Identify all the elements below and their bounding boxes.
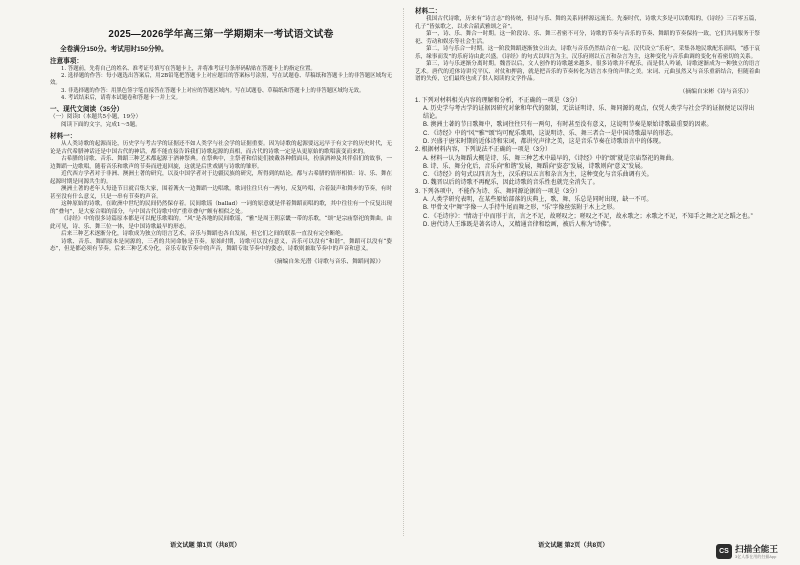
page-1-footer: 语文试题 第1页（共8页） — [170, 542, 241, 549]
question-3-option: B. 甲骨文中“舞”字像一人手持牛尾而舞之形，“乐”字像丝弦附于木上之形。 — [423, 205, 619, 212]
material-1-paragraph: 后来三种艺术逐渐分化，诗歌成为独立的语言艺术，音乐与舞蹈也各自发展，但它们之间的联系一直没有完全断绝。 — [61, 231, 347, 238]
notice-item: 1. 答题前，先将自己的姓名、准考证号填写在答题卡上，并将准考证号条形码粘贴在答题卡上的指定位置。 — [61, 66, 316, 72]
material-2-paragraph: 第三，诗与乐逐渐分离时期。魏晋以后，文人创作的诗歌越来越多，很多诗歌并不配乐，而是供人吟诵，诗歌逐渐成为一种独立的语言艺术。唐代的近体诗讲究平仄、对仗和押韵，就是把音乐的节奏转化为语言本身的声律之美。宋词、元曲虽然又与音乐重新结合，但随着曲谱的失传，它们最终也成了供人阅读的文学作品。 — [415, 61, 760, 82]
question-2-option: C. 《诗经》的句式以四言为主，汉乐府以五言和杂言为主，这种变化与音乐曲调有关。 — [423, 172, 653, 179]
material-2-heading: 材料二： — [415, 8, 442, 15]
notice-item: 4. 考试结束后，请将本试题卷和答题卡一并上交。 — [61, 94, 182, 101]
watermark-name: 扫描全能王 — [735, 544, 778, 554]
question-2-stem: 2. 根据材料内容，下列说法不正确的一项是（3分） — [415, 147, 552, 154]
question-1-option: C. 《诗经》中的“风”“雅”“颂”均可配乐歌唱，这说明诗、乐、舞三者合一是中国诗歌最早的形态。 — [423, 130, 677, 137]
watermark-tagline: 3亿人都在用的扫描App — [735, 554, 777, 559]
material-1-heading: 材料一： — [50, 133, 77, 141]
question-1-stem: 1. 下列对材料相关内容的理解和分析，不正确的一项是（3分） — [415, 97, 582, 104]
question-1-option: A. 历史学与考古学的证据因研究对象和年代的限制，无法证明诗、乐、舞同源的观点，仅凭人类学与社会学的证据便足以得出结论。 — [423, 105, 755, 121]
question-2-option: D. 魏晋以后的诗歌不再配乐，因此诗歌的音乐性也就完全消失了。 — [423, 180, 599, 187]
reading-instruction: 阅读下面的文字，完成1～5题。 — [61, 121, 141, 128]
material-1-paragraph: 古希腊的诗歌、音乐、舞蹈三种艺术都起源于酒神祭典。在祭典中，主祭者和信徒们披戴各种假面具，扮演酒神及其伴侣们的故事，一边舞蹈一边歌唱，随着音乐和歌声的节奏而进退回旋，这就是后世戏剧与诗歌的雏形。 — [50, 156, 392, 170]
question-1-option: D. 兴盛于唐宋时期的近体诗和宋词，都讲究声律之美，这是音乐节奏在诗歌语言中的体现。 — [423, 138, 665, 145]
score-line: 全卷满分150分。考试用时150分钟。 — [60, 46, 168, 53]
notice-item: 3. 非选择题的作答：用黑色签字笔直接答在答题卡上对应的答题区域内。写在试题卷、草稿纸和答题卡上的非答题区域均无效。 — [61, 87, 365, 94]
question-1-option: B. 澳洲土著的节日歌舞中，歌词往往只有一两句，有时甚至没有意义，这说明节奏是原始诗歌最重要的因素。 — [423, 122, 713, 129]
camscanner-icon: CS — [716, 544, 732, 559]
material-1-paragraph: 近代西方学者对于非洲、澳洲土著的研究，以及中国学者对于边疆民族的研究，所得到的结论，都与古希腊的情形相似：诗、乐、舞在起源时期是同源共生的。 — [50, 171, 392, 185]
material-1-source: （摘编自朱光潜《诗歌与音乐、舞蹈同源》） — [270, 258, 384, 265]
section-heading: 一、现代文阅读（35分） — [50, 106, 124, 114]
question-3-option: D. 唐代诗人王维既是著名诗人，又精通音律和绘画，被后人称为“诗佛”。 — [423, 221, 615, 228]
question-2-option: B. 诗、乐、舞分化后，音乐向“和谐”发展，舞蹈向“姿态”发展，诗歌则向“意义”发展。 — [423, 163, 647, 170]
question-3-option: C. 《毛诗序》：“情动于中而形于言，言之不足，故嗟叹之；嗟叹之不足，故永歌之；永歌之不足，不知手之舞之足之蹈之也。” — [423, 213, 753, 220]
question-3-stem: 3. 下列各项中，不能作为诗、乐、舞同源论据的一项是（3分） — [415, 188, 582, 195]
material-2-paragraph: 第二，诗与乐合一时期。这一阶段舞蹈逐渐独立出去，诗歌与音乐仍然结合在一起。汉代设立“乐府”，采集各地民歌配乐演唱，“感于哀乐，缘事而发”的乐府诗由此兴盛。《诗经》的句式以四言为主，汉乐府则以五言和杂言为主，这种变化与音乐曲调的变化有着密切的关系。 — [415, 46, 760, 60]
material-2-paragraph: 我国古代诗歌，历来有“诗言志”的传统，但诗与乐、舞的关系同样源远流长。先秦时代，诗歌大多是可以歌唱的，《诗经》三百零五篇，孔子“皆弦歌之，以求合韶武雅颂之音”。 — [415, 16, 760, 30]
material-1-paragraph: 《诗经》中的很多诗篇原本都是可以配乐歌唱的。“风”是各地的民间歌谣，“雅”是周王朝京畿一带的乐歌，“颂”是宗庙祭祀的舞曲。由此可见，诗、乐、舞三位一体，是中国诗歌最早的形态。 — [50, 216, 392, 230]
page-divider — [403, 8, 404, 536]
page-1-column — [50, 26, 392, 531]
page-2-column — [415, 4, 760, 531]
scanner-watermark — [716, 543, 798, 563]
material-2-paragraph: 第一，诗、乐、舞合一时期。这一阶段诗、乐、舞三者密不可分，诗歌的节奏与音乐的节奏、舞蹈的节奏保持一致，它们共同服务于祭祀、劳动和娱乐等社会生活。 — [415, 31, 760, 45]
notice-item: 2. 选择题的作答：每小题选出答案后，用2B铅笔把答题卡上对应题目的答案标号涂黑，写在试题卷、草稿纸和答题卡上的非答题区域均无效。 — [50, 73, 392, 87]
notice-heading: 注意事项： — [50, 58, 83, 65]
question-2-option: A. 材料一认为舞蹈大概是诗、乐、舞三种艺术中最早的，《诗经》中的“颂”就是宗庙祭祀的舞曲。 — [423, 155, 678, 162]
material-1-paragraph: 从人类诗歌的起源而论，历史学与考古学的证据还不如人类学与社会学的证据重要。因为诗歌的起源要远远早于有文字的历史时代，无论是古代希腊神话还是中国古代的神话，都不能直接告诉我们诗歌起源的真相，而古代的诗歌一定是从更原始的歌唱演变而来的。 — [50, 141, 392, 155]
material-2-source: （摘编自宋彬《诗与音乐》） — [679, 88, 752, 95]
material-1-paragraph: 澳洲土著的老年人每逢节日就召集大家，围着篝火一边舞蹈一边唱歌。歌词往往只有一两句，反复吟唱，合着鼓声和舞步的节奏，有时甚至没有什么意义，只是一串有节奏的声音。 — [50, 186, 392, 200]
question-3-option: A. 人类学研究表明，在某些原始部落的庆典上，歌、舞、乐总是同时出现，缺一不可。 — [423, 197, 653, 204]
subsection-heading: （一）阅读Ⅰ（本题共5小题，19分） — [50, 114, 142, 121]
page-2-footer: 语文试题 第2页（共8页） — [538, 542, 609, 549]
material-1-paragraph: 这种原始的诗歌，在欧洲中世纪的民间仍然保存着。民间歌谣（ballad）一词的原意就是伴着舞蹈而唱的歌，其中往往有一个反复出现的“叠句”，是大家合唱的部分，与中国古代诗歌中的“重章叠句”颇有相似之处。 — [50, 201, 392, 215]
exam-title: 2025—2026学年高三第一学期期末一考试语文试卷 — [108, 29, 334, 40]
material-1-paragraph: 诗歌、音乐、舞蹈原本是同源的，三者的共同命脉是节奏。原始时期，诗歌可以没有意义，音乐可以没有“和谐”，舞蹈可以没有“姿态”，但是都必须有节奏。后来三种艺术分化，音乐专取节奏中的声音，舞蹈专取节奏中的姿态，诗歌则兼取节奏中的声音和意义。 — [50, 238, 392, 253]
